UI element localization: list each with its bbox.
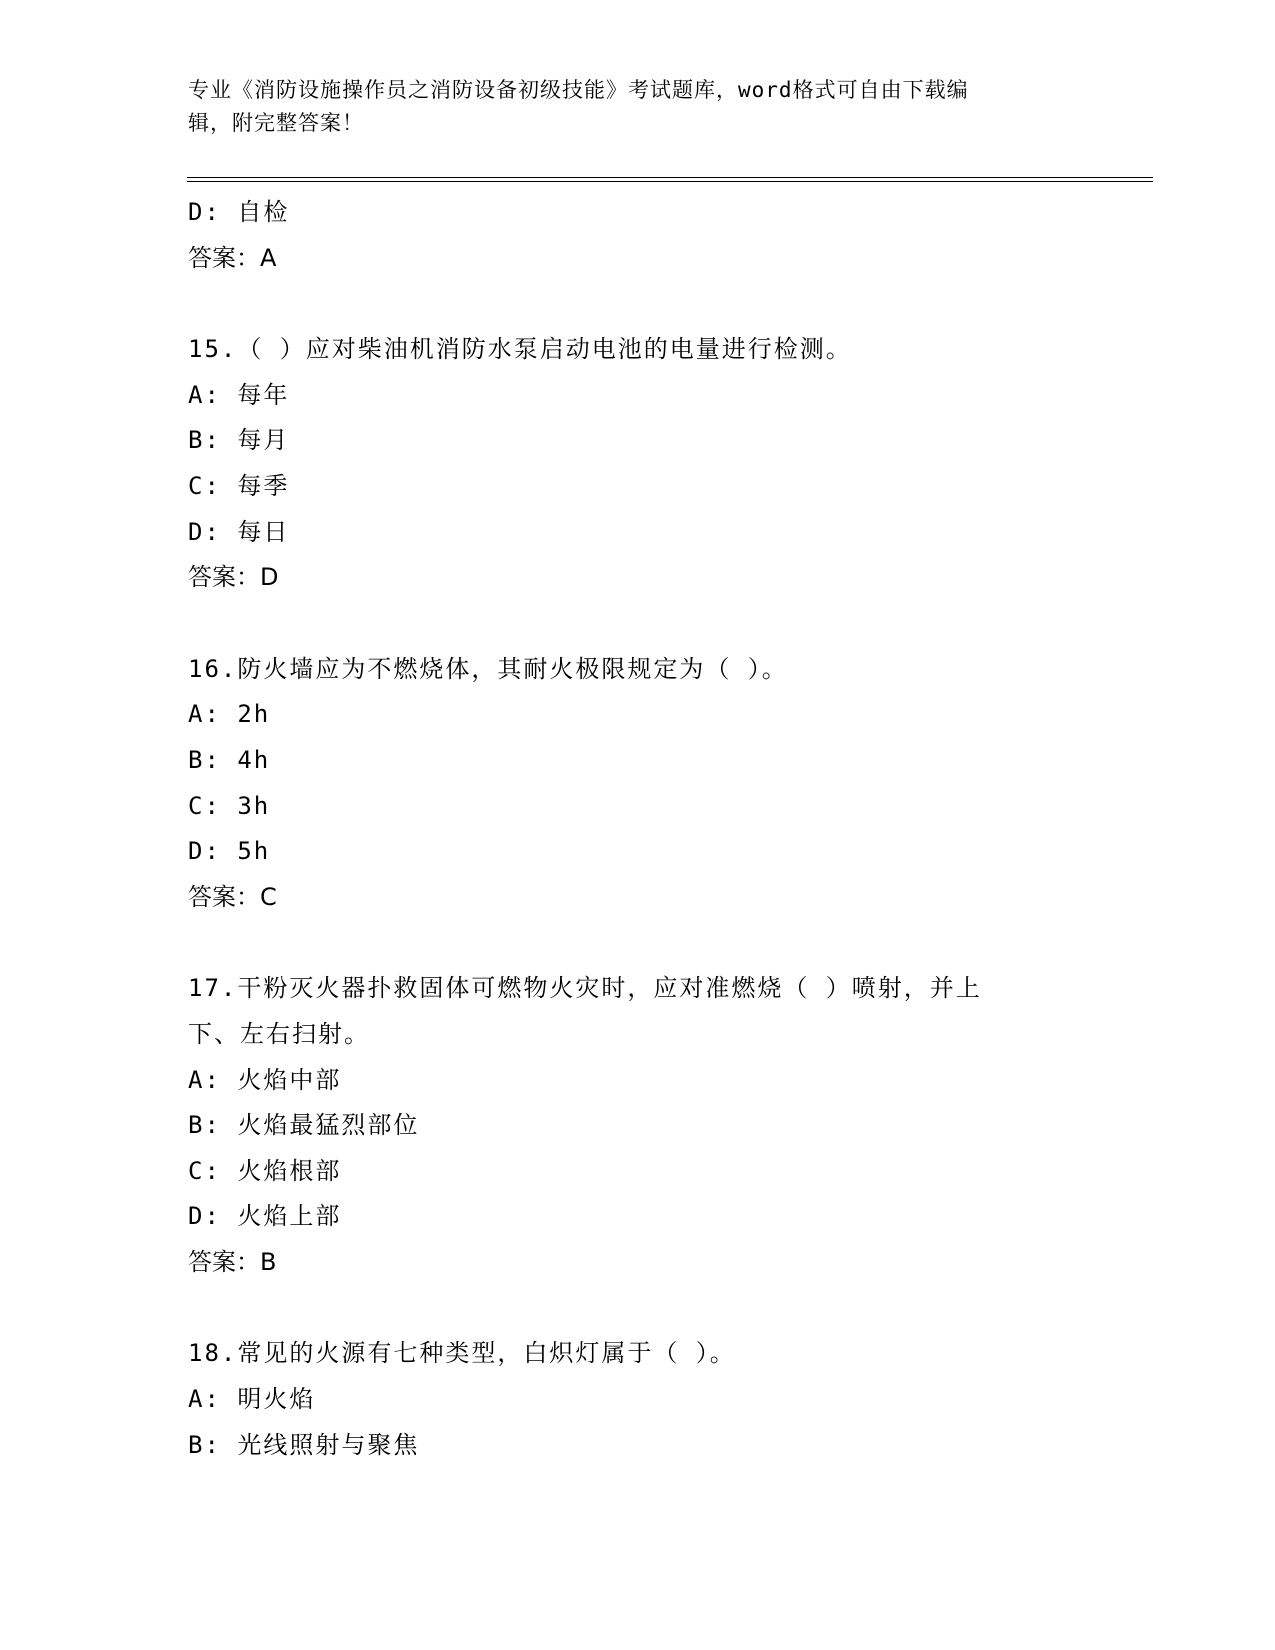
answer-line: 答案：D <box>188 563 279 592</box>
option-b: B: 火焰最猛烈部位 <box>188 1111 420 1140</box>
option-c: C: 3h <box>188 791 271 820</box>
question-17 <box>188 966 1088 1285</box>
question-stem: 15.（ ）应对柴油机消防水泵启动电池的电量进行检测。 <box>188 335 852 364</box>
document-header <box>188 74 1088 140</box>
option-b: B: 每月 <box>188 426 290 455</box>
question-stem-line-1: 17.干粉灭火器扑救固体可燃物火灾时，应对准燃烧（ ）喷射，并上 <box>188 974 982 1003</box>
question-list <box>188 190 1088 1468</box>
spacer <box>188 1285 1088 1331</box>
question-stem-line-2: 下、左右扫射。 <box>188 1019 370 1048</box>
question-stem: 18.常见的火源有七种类型，白炽灯属于（ ）。 <box>188 1339 736 1368</box>
header-divider-top <box>187 177 1153 178</box>
spacer <box>188 281 1088 327</box>
option-d: D: 5h <box>188 837 271 866</box>
answer-line: 答案：C <box>188 882 277 911</box>
question-18 <box>188 1331 1088 1468</box>
spacer <box>188 601 1088 647</box>
option-d: D: 自检 <box>188 198 290 226</box>
option-a: A: 明火焰 <box>188 1385 316 1414</box>
option-a: A: 2h <box>188 700 271 729</box>
option-d: D: 火焰上部 <box>188 1202 342 1231</box>
option-c: C: 火焰根部 <box>188 1156 342 1185</box>
option-a: A: 每年 <box>188 380 290 409</box>
answer-line: 答案：A <box>188 243 277 272</box>
option-d: D: 每日 <box>188 517 290 546</box>
option-a: A: 火焰中部 <box>188 1065 342 1094</box>
option-c: C: 每季 <box>188 471 290 500</box>
header-line-1: 专业《消防设施操作员之消防设备初级技能》考试题库，word格式可自由下载编 <box>188 78 969 102</box>
header-divider-bottom <box>187 181 1153 182</box>
option-b: B: 4h <box>188 745 271 774</box>
question-stem: 16.防火墙应为不燃烧体，其耐火极限规定为（ ）。 <box>188 654 788 683</box>
header-line-2: 辑，附完整答案！ <box>188 111 364 135</box>
carryover-question <box>188 190 1088 281</box>
question-15 <box>188 327 1088 601</box>
answer-line: 答案：B <box>188 1247 277 1276</box>
spacer <box>188 920 1088 966</box>
option-b: B: 光线照射与聚焦 <box>188 1430 420 1459</box>
question-16 <box>188 647 1088 921</box>
